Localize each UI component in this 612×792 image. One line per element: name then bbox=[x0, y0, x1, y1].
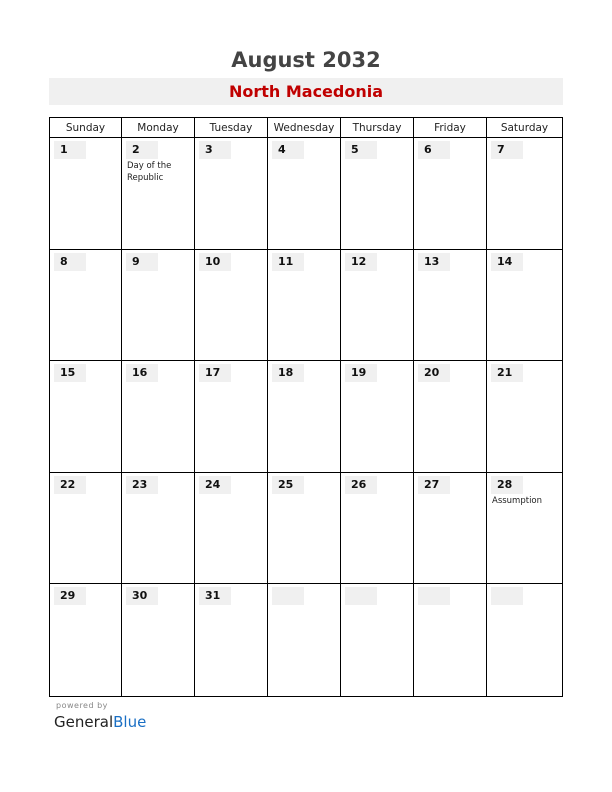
day-cell[interactable] bbox=[195, 138, 268, 250]
day-cell[interactable] bbox=[414, 584, 487, 696]
weekday-thursday: Thursday bbox=[341, 118, 414, 138]
day-cell[interactable] bbox=[195, 361, 268, 473]
brand-general: General bbox=[54, 713, 114, 731]
day-number: 14 bbox=[497, 254, 513, 268]
day-number: 19 bbox=[351, 366, 367, 380]
day-cell[interactable] bbox=[487, 138, 562, 250]
day-number: 25 bbox=[278, 477, 294, 491]
day-cell[interactable] bbox=[487, 584, 562, 696]
day-cell[interactable] bbox=[268, 250, 341, 362]
day-number: 10 bbox=[205, 254, 221, 268]
day-number-box bbox=[418, 141, 450, 159]
day-number: 3 bbox=[205, 143, 213, 156]
day-cell[interactable] bbox=[122, 473, 195, 585]
country-name: North Macedonia bbox=[228, 82, 384, 101]
weekday-saturday: Saturday bbox=[500, 122, 549, 134]
day-cell[interactable] bbox=[268, 473, 341, 585]
day-cell[interactable] bbox=[195, 250, 268, 362]
day-number-box bbox=[418, 587, 450, 605]
day-number-box bbox=[272, 587, 304, 605]
day-cell[interactable] bbox=[195, 473, 268, 585]
day-cell[interactable] bbox=[341, 361, 414, 473]
powered-by-text: powered by bbox=[56, 701, 108, 710]
day-number: 15 bbox=[60, 366, 76, 380]
day-number-box bbox=[126, 141, 158, 159]
weekday-friday: Friday bbox=[414, 118, 487, 138]
country-banner bbox=[49, 78, 563, 105]
day-cell[interactable] bbox=[122, 138, 195, 250]
day-number: 2 bbox=[132, 143, 140, 156]
day-number: 22 bbox=[60, 477, 76, 491]
day-number: 24 bbox=[205, 477, 221, 491]
day-number-box bbox=[491, 141, 523, 159]
day-number: 4 bbox=[278, 143, 286, 156]
day-number: 30 bbox=[132, 589, 148, 603]
day-cell[interactable] bbox=[341, 250, 414, 362]
day-number: 11 bbox=[278, 254, 294, 268]
day-number-box bbox=[126, 253, 158, 271]
day-cell[interactable] bbox=[50, 361, 122, 473]
day-cell[interactable] bbox=[487, 361, 562, 473]
day-number-box bbox=[345, 141, 377, 159]
day-number: 20 bbox=[424, 366, 440, 380]
day-number: 29 bbox=[60, 589, 76, 603]
day-number: 26 bbox=[351, 477, 367, 491]
weekday-sunday: Sunday bbox=[50, 118, 122, 138]
weekday-header bbox=[50, 118, 562, 138]
day-number-box bbox=[54, 141, 86, 159]
weekday-tuesday: Tuesday bbox=[195, 118, 268, 138]
day-number: 23 bbox=[132, 477, 148, 491]
holiday-label: Day of the Republic bbox=[127, 161, 172, 183]
day-cell[interactable] bbox=[341, 473, 414, 585]
day-number-box bbox=[199, 141, 231, 159]
day-cell[interactable] bbox=[414, 361, 487, 473]
day-number: 9 bbox=[132, 254, 140, 268]
brand-blue: Blue bbox=[113, 713, 147, 731]
day-cell[interactable] bbox=[122, 361, 195, 473]
weekday-monday: Monday bbox=[122, 118, 195, 138]
weekday-wednesday: Wednesday bbox=[268, 118, 341, 138]
day-number: 7 bbox=[497, 143, 505, 156]
day-number-box bbox=[272, 141, 304, 159]
generalblue-logo[interactable] bbox=[54, 713, 146, 731]
day-number: 17 bbox=[205, 366, 221, 380]
day-number: 21 bbox=[497, 366, 513, 380]
day-cell[interactable] bbox=[414, 138, 487, 250]
day-number: 27 bbox=[424, 477, 440, 491]
day-number: 6 bbox=[424, 143, 432, 156]
month-grid bbox=[50, 138, 562, 696]
day-cell[interactable] bbox=[268, 584, 341, 696]
day-cell[interactable] bbox=[50, 473, 122, 585]
day-number: 31 bbox=[205, 589, 221, 603]
day-cell[interactable] bbox=[268, 361, 341, 473]
day-cell[interactable] bbox=[341, 138, 414, 250]
day-cell[interactable] bbox=[414, 250, 487, 362]
day-number-box bbox=[345, 587, 377, 605]
day-cell[interactable] bbox=[341, 584, 414, 696]
day-cell[interactable] bbox=[50, 250, 122, 362]
calendar-grid bbox=[49, 117, 563, 697]
day-cell[interactable] bbox=[487, 473, 562, 585]
day-cell[interactable] bbox=[414, 473, 487, 585]
day-number-box bbox=[491, 587, 523, 605]
day-number: 8 bbox=[60, 254, 68, 268]
day-cell[interactable] bbox=[195, 584, 268, 696]
holiday-label: Assumption bbox=[492, 495, 543, 506]
day-cell[interactable] bbox=[122, 250, 195, 362]
day-cell[interactable] bbox=[122, 584, 195, 696]
day-cell[interactable] bbox=[50, 584, 122, 696]
day-number: 13 bbox=[424, 254, 440, 268]
day-number: 5 bbox=[351, 143, 359, 156]
day-cell[interactable] bbox=[50, 138, 122, 250]
day-number: 12 bbox=[351, 254, 367, 268]
day-number: 16 bbox=[132, 366, 148, 380]
day-number: 28 bbox=[497, 477, 513, 491]
calendar-title: August 2032 bbox=[231, 48, 381, 72]
day-number: 18 bbox=[278, 366, 294, 380]
day-number: 1 bbox=[60, 143, 68, 156]
day-cell[interactable] bbox=[487, 250, 562, 362]
day-number-box bbox=[54, 253, 86, 271]
day-cell[interactable] bbox=[268, 138, 341, 250]
